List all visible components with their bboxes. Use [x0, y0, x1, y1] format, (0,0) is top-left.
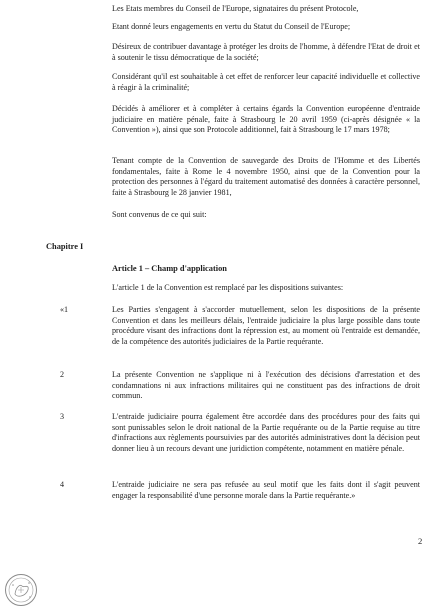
intro-paragraph-2: Etant donné leurs engagements en vertu du Statut du Conseil de l'Europe; [112, 22, 351, 31]
intro-paragraph-1: Les Etats membres du Conseil de l'Europe, signataires du présent Protocole, [112, 4, 359, 13]
intro-paragraph-7: Sont convenus de ce qui suit: [112, 210, 207, 219]
intro-paragraph-6: Tenant compte de la Convention de sauvegarde des Droits de l'Homme et des Libertés fondamentales, faite à Rome le 4 novembre 1950, ainsi que de la Convention pour la protection des personnes à l'égard du traitement automatisé des données à caractère personnel, faite à Strasbourg le 28 janvier 1981, [112, 156, 420, 197]
article-title: Article 1 – Champ d'application [112, 264, 227, 273]
article-paragraph: Les Parties s'engagent à s'accorder mutuellement, selon les dispositions de la présente Convention et dans les meilleurs délais, l'entraide judiciaire la plus large possible dans toute procédure visant des infractions dont la répression est, au moment où l'entraide est demandée, de la compétence des autorités judiciaires de la Partie requérante. [112, 305, 420, 346]
article-paragraph: L'entraide judiciaire ne sera pas refusée au seul motif que les faits dont il s'agit peuvent engager la responsabilité d'une personne morale dans la Partie requérante.» [112, 480, 420, 500]
article-paragraph: L'entraide judiciaire pourra également être accordée dans des procédures pour des faits qui sont punissables selon le droit national de la Partie requérante ou de la Partie requise au titre d'infractions aux règlements poursuivies par des autorités administratives dont la décision peut donner lieu à un recours devant une juridiction compétente, notamment en matière pénale. [112, 412, 420, 453]
paragraph-number: 2 [60, 370, 65, 379]
article-intro: L'article 1 de la Convention est remplacé par les dispositions suivantes: [112, 283, 344, 292]
page-number: 2 [418, 536, 423, 546]
paragraph-number: 3 [60, 412, 65, 421]
seal-stamp-icon [4, 573, 38, 607]
intro-paragraph-4: Considérant qu'il est souhaitable à cet effet de renforcer leur capacité individuelle et collective à réagir à la criminalité; [112, 72, 420, 92]
intro-paragraph-3: Désireux de contribuer davantage à protéger les droits de l'homme, à défendre l'Etat de droit et à soutenir le tissu démocratique de la société; [112, 42, 420, 62]
paragraph-number: 4 [60, 480, 65, 489]
intro-paragraph-5: Décidés à améliorer et à compléter à certains égards la Convention européenne d'entraide judiciaire en matière pénale, faite à Strasbourg le 20 avril 1959 (ci-après désignée « la Convention »), ainsi que son Protocole additionnel, fait à Strasbourg le 17 mars 1978; [112, 104, 420, 135]
chapter-heading: Chapitre I [46, 242, 84, 251]
paragraph-number: «1 [60, 305, 69, 314]
article-paragraph: La présente Convention ne s'applique ni à l'exécution des décisions d'arrestation et des condamnations ni aux infractions militaires qui ne constituent pas des infractions de droit commun. [112, 370, 420, 401]
